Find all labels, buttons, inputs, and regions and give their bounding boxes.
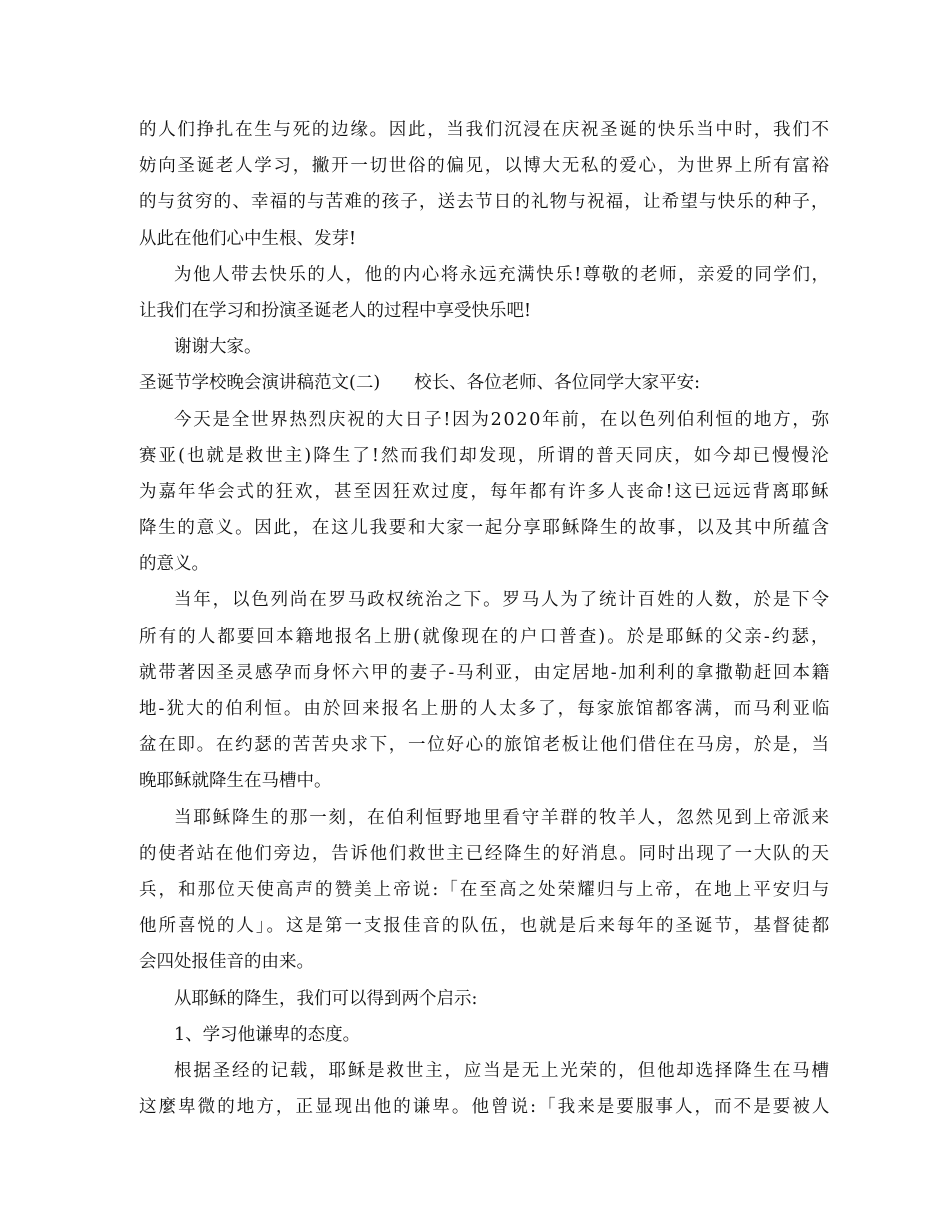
text-line [139,257,829,293]
line-text: 为他人带去快乐的人，他的内心将永远充满快乐!尊敬的老师，亲爱的同学们， [174,264,831,285]
line-text: 他所喜悦的人」。这是第一支报佳音的队伍，也就是后来每年的圣诞节，基督徒都 [139,916,832,937]
line-text: 谢谢大家。 [174,337,262,358]
heading-title: 圣诞节学校晚会演讲稿范文(二) [139,373,381,394]
text-line [139,582,829,618]
line-text: 这麼卑微的地方，正显现出他的谦卑。他曾说:「我来是要服事人，而不是要被人 [139,1097,832,1118]
line-text: 让我们在学习和扮演圣诞老人的过程中享受快乐吧! [139,300,532,321]
text-line [139,836,829,872]
heading-greeting: 校长、各位老师、各位同学大家平安: [414,373,701,394]
line-text: 从此在他们心中生根、发芽! [139,228,357,249]
line-text: 盆在即。在约瑟的苦苦央求下，一位好心的旅馆老板让他们借住在马房，於是，当 [139,735,831,756]
line-text: 所有的人都要回本籍地报名上册(就像现在的户口普查)。於是耶稣的父亲-约瑟， [139,626,831,647]
text-line [139,510,829,546]
text-line [139,148,829,184]
line-text: 妨向圣诞老人学习，撇开一切世俗的偏见，以博大无私的爱心，为世界上所有富裕 [139,156,831,177]
line-text: 1、学习他谦卑的态度。 [174,1024,361,1045]
line-text: 就带著因圣灵感孕而身怀六甲的妻子-马利亚，由定居地-加利利的拿撒勒赶回本籍 [139,662,832,683]
line-text: 为嘉年华会式的狂欢，甚至因狂欢过度，每年都有许多人丧命!这已远远背离耶稣 [139,481,831,502]
text-line [139,655,832,691]
line-text: 赛亚(也就是救世主)降生了!然而我们却发现，所谓的普天同庆，如今却已慢慢沦 [139,445,831,466]
text-line [139,908,832,944]
document-body [139,112,832,1125]
line-text: 当年，以色列尚在罗马政权统治之下。罗马人为了统计百姓的人数，於是下令 [174,590,831,611]
text-line [139,293,829,329]
text-line [139,1089,832,1125]
line-text: 的人们挣扎在生与死的边缘。因此，当我们沉浸在庆祝圣诞的快乐当中时，我们不 [139,120,831,140]
text-line [139,474,829,510]
text-line [139,546,829,582]
line-text: 的意义。 [139,554,209,575]
line-text: 根据圣经的记载，耶稣是救世主，应当是无上光荣的，但他却选择降生在马槽 [174,1060,831,1081]
section-heading [139,365,829,401]
line-text: 今天是全世界热烈庆祝的大日子!因为2020年前，在以色列伯利恒的地方，弥 [174,409,831,430]
text-line [139,981,829,1017]
line-text: 的与贫穷的、幸福的与苦难的孩子，送去节日的礼物与祝福，让希望与快乐的种子， [139,192,830,213]
text-line [139,1053,829,1089]
text-line [139,438,829,474]
text-line [139,619,829,655]
text-line [139,1017,829,1053]
line-text: 兵，和那位天使高声的赞美上帝说:「在至高之处荣耀归与上帝，在地上平安归与 [139,879,832,900]
line-text: 会四处报佳音的由来。 [139,952,314,973]
text-line [139,727,829,763]
text-line [139,691,832,727]
text-line [139,221,829,257]
line-text: 晚耶稣就降生在马槽中。 [139,771,332,792]
text-line [139,872,832,908]
line-text: 从耶稣的降生，我们可以得到两个启示: [174,988,478,1009]
text-line [139,329,829,365]
line-text: 降生的意义。因此，在这儿我要和大家一起分享耶稣降生的故事，以及其中所蕴含 [139,518,831,539]
text-line [139,184,829,220]
text-line [139,763,829,799]
text-line [139,800,829,836]
text-line [139,112,829,148]
line-text: 地-犹大的伯利恒。由於回来报名上册的人太多了，每家旅馆都客满，而马利亚临 [139,699,832,719]
text-line [139,402,829,438]
line-text: 的使者站在他们旁边，告诉他们救世主已经降生的好消息。同时出现了一大队的天 [139,843,831,864]
text-line [139,944,829,980]
line-text: 当耶稣降生的那一刻，在伯利恒野地里看守羊群的牧羊人，忽然见到上帝派来 [174,807,831,828]
